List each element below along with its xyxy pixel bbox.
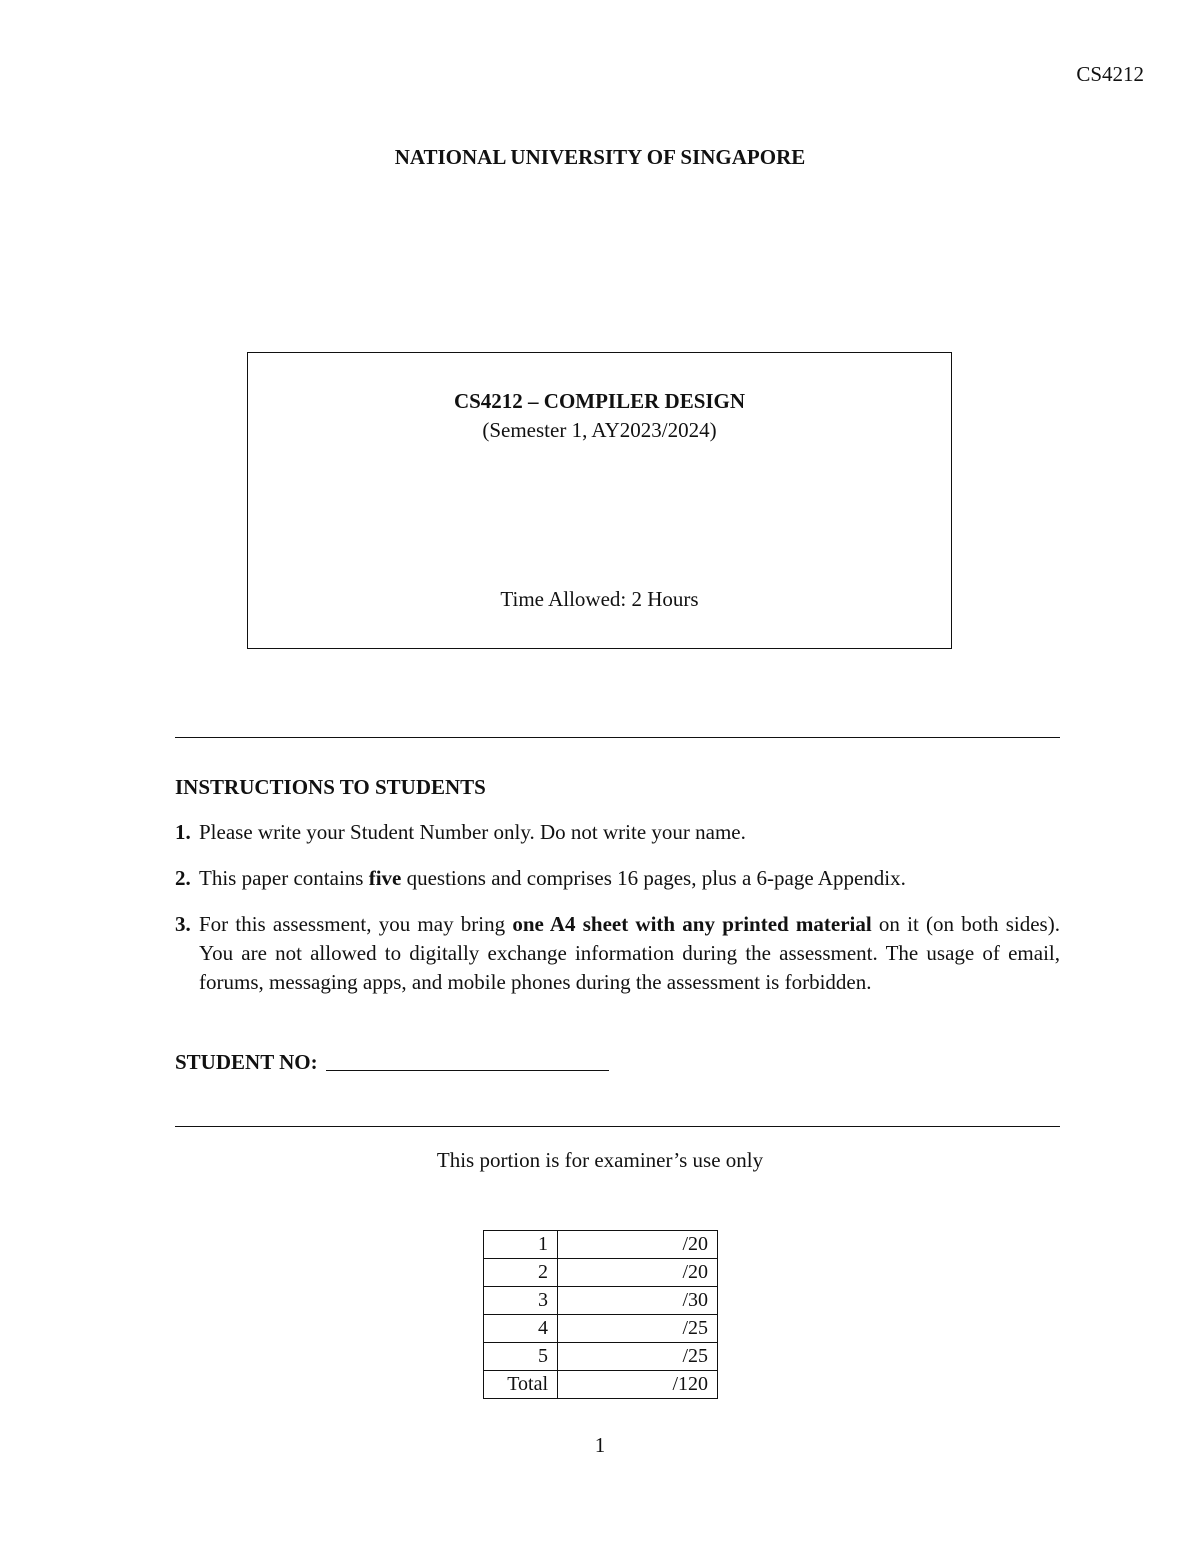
instruction-text bbox=[199, 818, 1060, 847]
examiner-note: This portion is for examiner’s use only bbox=[436, 1148, 764, 1172]
marks-cell: /25 bbox=[558, 1315, 718, 1343]
instruction-number: 1. bbox=[175, 820, 191, 844]
top-divider bbox=[175, 737, 1060, 738]
question-cell: 5 bbox=[484, 1343, 558, 1371]
marks-cell: /20 bbox=[558, 1259, 718, 1287]
question-cell: 2 bbox=[484, 1259, 558, 1287]
marks-cell: /25 bbox=[558, 1343, 718, 1371]
bottom-divider bbox=[175, 1126, 1060, 1127]
student-number-blank[interactable] bbox=[326, 1070, 609, 1071]
table-row-total bbox=[484, 1371, 718, 1399]
instruction-number: 2. bbox=[175, 866, 191, 890]
question-cell: 3 bbox=[484, 1287, 558, 1315]
instruction-text bbox=[199, 910, 1060, 997]
instructions-heading: INSTRUCTIONS TO STUDENTS bbox=[175, 775, 486, 799]
marks-cell: /30 bbox=[558, 1287, 718, 1315]
instruction-text bbox=[199, 864, 1060, 893]
total-label-cell: Total bbox=[484, 1371, 558, 1399]
instruction-emphasis: five bbox=[368, 866, 402, 890]
instruction-emphasis: one A4 sheet with any printed material bbox=[512, 912, 872, 936]
instructions-list bbox=[175, 818, 1060, 1014]
instruction-text-part: on it (on both sides). You are not allowed to digitally exchange information during the assessment. The usage of email, forums, messaging apps, and mobile phones during the assessment is forbidden. bbox=[199, 912, 1060, 994]
university-name: NATIONAL UNIVERSITY OF SINGAPORE bbox=[394, 145, 806, 169]
table-row bbox=[484, 1259, 718, 1287]
student-number-field bbox=[175, 1050, 609, 1075]
title-box bbox=[247, 352, 952, 649]
table-row bbox=[484, 1343, 718, 1371]
student-number-label: STUDENT NO: bbox=[175, 1050, 318, 1074]
semester: (Semester 1, AY2023/2024) bbox=[482, 418, 717, 442]
instruction-number: 3. bbox=[175, 912, 191, 936]
time-allowed: Time Allowed: 2 Hours bbox=[500, 587, 699, 611]
instruction-item bbox=[175, 818, 1060, 847]
page-number: 1 bbox=[594, 1433, 606, 1457]
instruction-text-part: questions and comprises 16 pages, plus a 6-page Appendix. bbox=[401, 866, 906, 890]
table-row bbox=[484, 1287, 718, 1315]
score-table bbox=[483, 1230, 718, 1399]
table-row bbox=[484, 1231, 718, 1259]
question-cell: 1 bbox=[484, 1231, 558, 1259]
marks-cell: /20 bbox=[558, 1231, 718, 1259]
total-marks-cell: /120 bbox=[558, 1371, 718, 1399]
course-title: CS4212 – COMPILER DESIGN bbox=[453, 389, 746, 413]
question-cell: 4 bbox=[484, 1315, 558, 1343]
instruction-item bbox=[175, 910, 1060, 997]
table-row bbox=[484, 1315, 718, 1343]
instruction-text-part: For this assessment, you may bring bbox=[199, 912, 513, 936]
instruction-text-part: This paper contains bbox=[199, 866, 369, 890]
instruction-text-part: Please write your Student Number only. Do not write your name. bbox=[199, 820, 746, 844]
header-course-code: CS4212 bbox=[1076, 62, 1144, 86]
instruction-item bbox=[175, 864, 1060, 893]
